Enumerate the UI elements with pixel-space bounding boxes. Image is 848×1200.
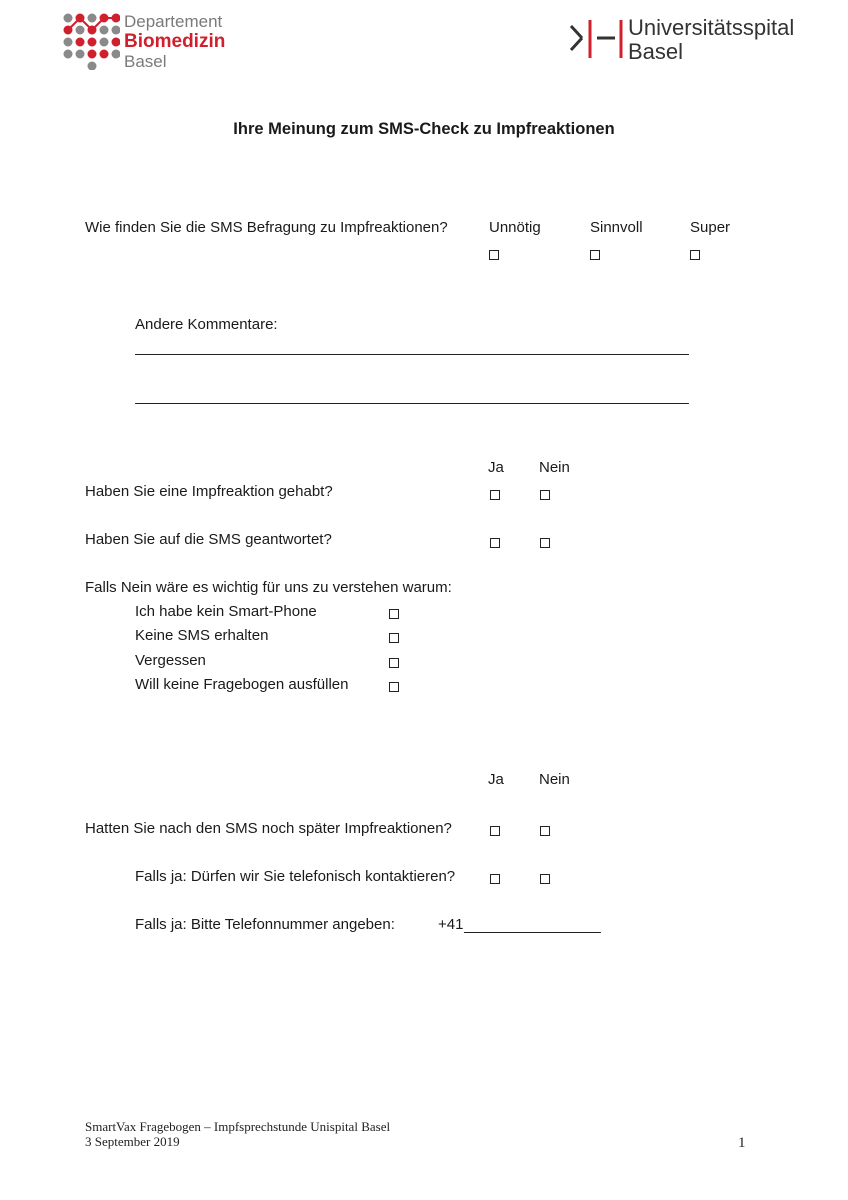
biomedizin-logo [62, 12, 237, 72]
q7-question: Falls ja: Bitte Telefonnummer angeben: [135, 916, 395, 933]
q1-option-unnoetig-label: Unnötig [489, 219, 541, 236]
dot-network-icon [62, 12, 120, 70]
comments-line-2[interactable] [135, 403, 689, 404]
unispital-mark-icon [568, 16, 624, 60]
q2-question: Haben Sie eine Impfreaktion gehabt? [85, 483, 333, 500]
page-number: 1 [738, 1135, 746, 1151]
q1-option-super-label: Super [690, 219, 731, 236]
q4-question: Falls Nein wäre es wichtig für uns zu verstehen warum: [85, 579, 452, 596]
unispital-logo [568, 16, 828, 66]
q5-no-checkbox[interactable] [540, 826, 550, 836]
no-header-2: Nein [539, 771, 570, 788]
footer-line-1: SmartVax Fragebogen – Impfsprechstunde Unispital Basel [85, 1119, 391, 1134]
q4-reason-4-checkbox[interactable] [389, 682, 399, 692]
q2-no-checkbox[interactable] [540, 490, 550, 500]
q4-reason-2-checkbox[interactable] [389, 633, 399, 643]
footer-line-2: 3 September 2019 [85, 1134, 180, 1149]
unispital-line1: Universitätsspital [628, 15, 795, 40]
q4-reason-3: Vergessen [135, 652, 206, 669]
q4-reason-1-checkbox[interactable] [389, 609, 399, 619]
q4-reason-4: Will keine Fragebogen ausfüllen [135, 676, 349, 693]
yes-header-2: Ja [488, 771, 504, 788]
q6-no-checkbox[interactable] [540, 874, 550, 884]
yes-header-1: Ja [488, 459, 504, 476]
q2-yes-checkbox[interactable] [490, 490, 500, 500]
comments-label: Andere Kommentare: [135, 316, 278, 333]
q1-super-checkbox[interactable] [690, 250, 700, 260]
comments-line-1[interactable] [135, 354, 689, 355]
logo-line-biomedizin: Biomedizin [124, 31, 226, 52]
unispital-line2: Basel [628, 39, 684, 64]
q3-no-checkbox[interactable] [540, 538, 550, 548]
q5-yes-checkbox[interactable] [490, 826, 500, 836]
phone-number-line[interactable] [464, 932, 601, 933]
q6-yes-checkbox[interactable] [490, 874, 500, 884]
logo-line-basel: Basel [124, 52, 167, 71]
q6-question: Falls ja: Dürfen wir Sie telefonisch kontaktieren? [135, 868, 456, 885]
q1-unnoetig-checkbox[interactable] [489, 250, 499, 260]
q4-reason-2: Keine SMS erhalten [135, 627, 269, 644]
phone-prefix: +41 [438, 916, 464, 933]
q1-question: Wie finden Sie die SMS Befragung zu Impfreaktionen? [85, 219, 448, 236]
q5-question: Hatten Sie nach den SMS noch später Impfreaktionen? [85, 820, 452, 837]
no-header-1: Nein [539, 459, 570, 476]
q4-reason-1: Ich habe kein Smart-Phone [135, 603, 317, 620]
q1-option-sinnvoll-label: Sinnvoll [590, 219, 643, 236]
q3-yes-checkbox[interactable] [490, 538, 500, 548]
q3-question: Haben Sie auf die SMS geantwortet? [85, 531, 332, 548]
page-title: Ihre Meinung zum SMS-Check zu Impfreaktionen [233, 120, 615, 138]
q4-reason-3-checkbox[interactable] [389, 658, 399, 668]
logo-line-departement: Departement [124, 12, 223, 31]
q1-sinnvoll-checkbox[interactable] [590, 250, 600, 260]
